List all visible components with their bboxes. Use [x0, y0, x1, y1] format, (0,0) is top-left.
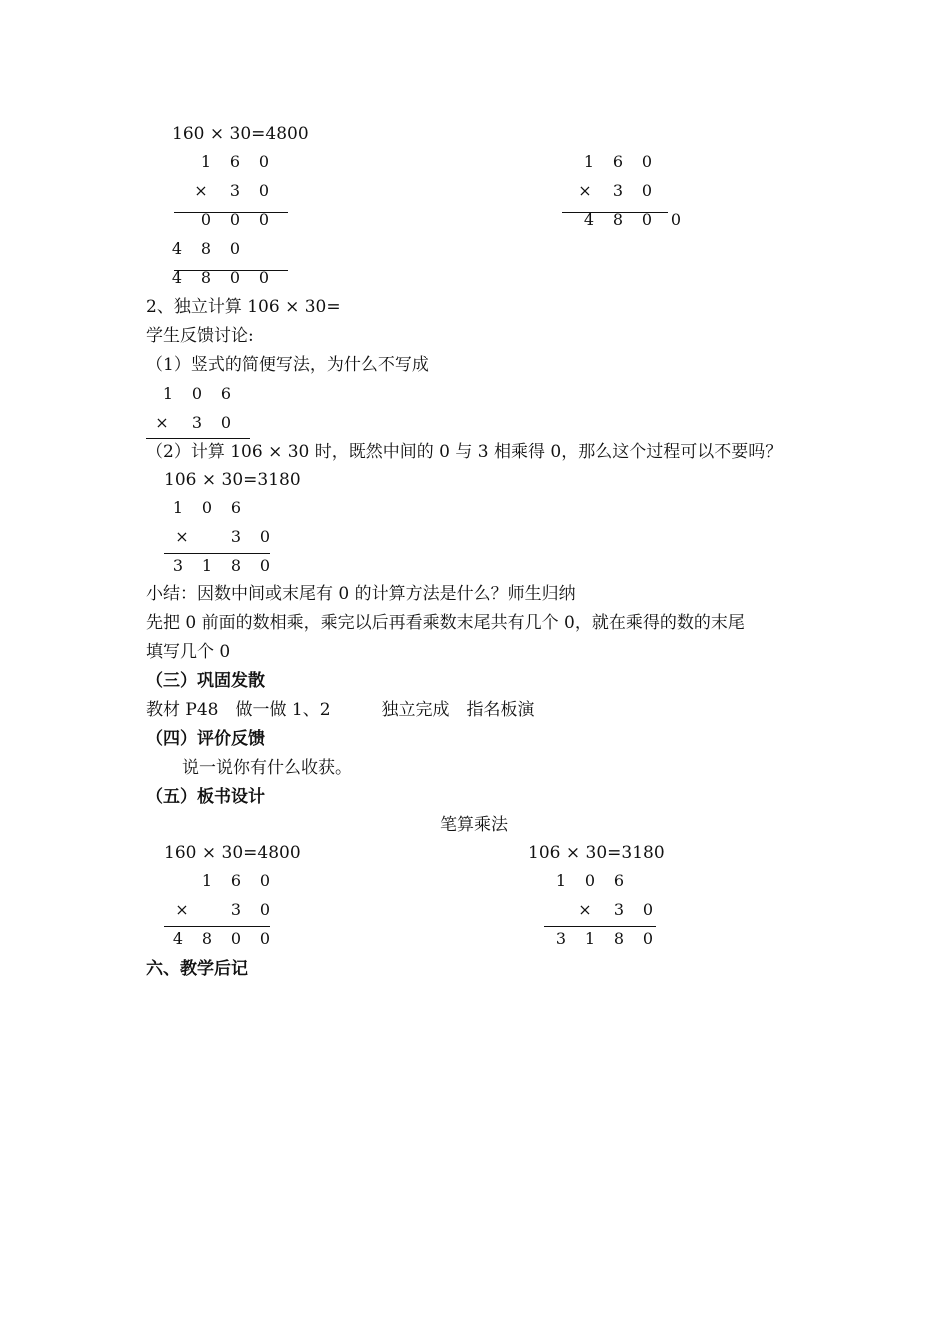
digit: 0	[220, 413, 232, 432]
board-title: 笔算乘法	[440, 815, 508, 835]
equation-106x30: 106 × 30=3180	[164, 470, 301, 490]
digit: 1	[584, 929, 596, 948]
digit: 0	[230, 929, 242, 948]
board-equation-left: 160 × 30=4800	[164, 843, 301, 863]
student-feedback: 学生反馈讨论:	[146, 326, 254, 346]
digit: 0	[641, 210, 653, 229]
digit: 3	[230, 527, 242, 546]
digit: 6	[612, 152, 624, 171]
method-line-1: 先把 0 前面的数相乘，乘完以后再看乘数末尾共有几个 0，就在乘得的数的末尾	[146, 613, 745, 633]
digit: 1	[200, 152, 212, 171]
digit: 0	[201, 498, 213, 517]
digit: 8	[613, 929, 625, 948]
question-1: （1）竖式的简便写法，为什么不写成	[146, 355, 429, 375]
digit: 0	[641, 181, 653, 200]
digit: 6	[230, 498, 242, 517]
digit: 6	[613, 871, 625, 890]
digit: 0	[259, 929, 271, 948]
heading-feedback: （四）评价反馈	[146, 729, 265, 749]
digit: 0	[670, 210, 682, 229]
calc-line	[544, 926, 656, 927]
digit: 0	[258, 181, 270, 200]
digit: 4	[171, 268, 183, 287]
digit: 3	[229, 181, 241, 200]
digit: 8	[230, 556, 242, 575]
digit: 1	[162, 384, 174, 403]
digit: 0	[258, 210, 270, 229]
digit: 3	[172, 556, 184, 575]
calc-line	[146, 438, 250, 439]
digit: 0	[191, 384, 203, 403]
textbook-exercise: 教材 P48 做一做 1、2 独立完成 指名板演	[146, 700, 535, 720]
multiply-sign: ×	[194, 181, 208, 200]
multiply-sign: ×	[578, 900, 592, 919]
method-line-2: 填写几个 0	[146, 642, 231, 662]
heading-teaching-notes: 六、教学后记	[146, 959, 248, 979]
digit: 6	[220, 384, 232, 403]
digit: 3	[555, 929, 567, 948]
digit: 4	[583, 210, 595, 229]
calc-line	[164, 553, 270, 554]
digit: 3	[612, 181, 624, 200]
digit: 3	[191, 413, 203, 432]
digit: 0	[258, 268, 270, 287]
multiply-sign: ×	[155, 413, 169, 432]
digit: 1	[172, 498, 184, 517]
multiply-sign: ×	[175, 527, 189, 546]
digit: 0	[641, 152, 653, 171]
digit: 0	[229, 268, 241, 287]
digit: 1	[201, 871, 213, 890]
heading-board-design: （五）板书设计	[146, 787, 265, 807]
digit: 3	[613, 900, 625, 919]
question-2: （2）计算 106 × 30 时，既然中间的 0 与 3 相乘得 0，那么这个过程可以不要吗？	[146, 442, 783, 462]
digit: 0	[642, 900, 654, 919]
digit: 0	[642, 929, 654, 948]
digit: 6	[229, 152, 241, 171]
digit: 0	[259, 900, 271, 919]
digit: 1	[583, 152, 595, 171]
digit: 0	[259, 527, 271, 546]
equation-160x30: 160 × 30=4800	[172, 124, 309, 144]
multiply-sign: ×	[175, 900, 189, 919]
digit: 0	[258, 152, 270, 171]
digit: 0	[259, 871, 271, 890]
digit: 0	[229, 210, 241, 229]
digit: 8	[200, 239, 212, 258]
digit: 6	[230, 871, 242, 890]
multiply-sign: ×	[578, 181, 592, 200]
digit: 0	[259, 556, 271, 575]
digit: 0	[584, 871, 596, 890]
digit: 4	[172, 929, 184, 948]
digit: 3	[230, 900, 242, 919]
heading-consolidate: （三）巩固发散	[146, 671, 265, 691]
digit: 8	[200, 268, 212, 287]
digit: 4	[171, 239, 183, 258]
digit: 1	[555, 871, 567, 890]
digit: 8	[201, 929, 213, 948]
digit: 0	[229, 239, 241, 258]
calc-line	[164, 926, 270, 927]
summary: 小结：因数中间或末尾有 0 的计算方法是什么？师生归纳	[146, 584, 576, 604]
digit: 1	[201, 556, 213, 575]
digit: 0	[200, 210, 212, 229]
board-equation-right: 106 × 30=3180	[528, 843, 665, 863]
feedback-text: 说一说你有什么收获。	[182, 758, 352, 778]
task-2: 2、独立计算 106 × 30=	[146, 297, 341, 317]
digit: 8	[612, 210, 624, 229]
